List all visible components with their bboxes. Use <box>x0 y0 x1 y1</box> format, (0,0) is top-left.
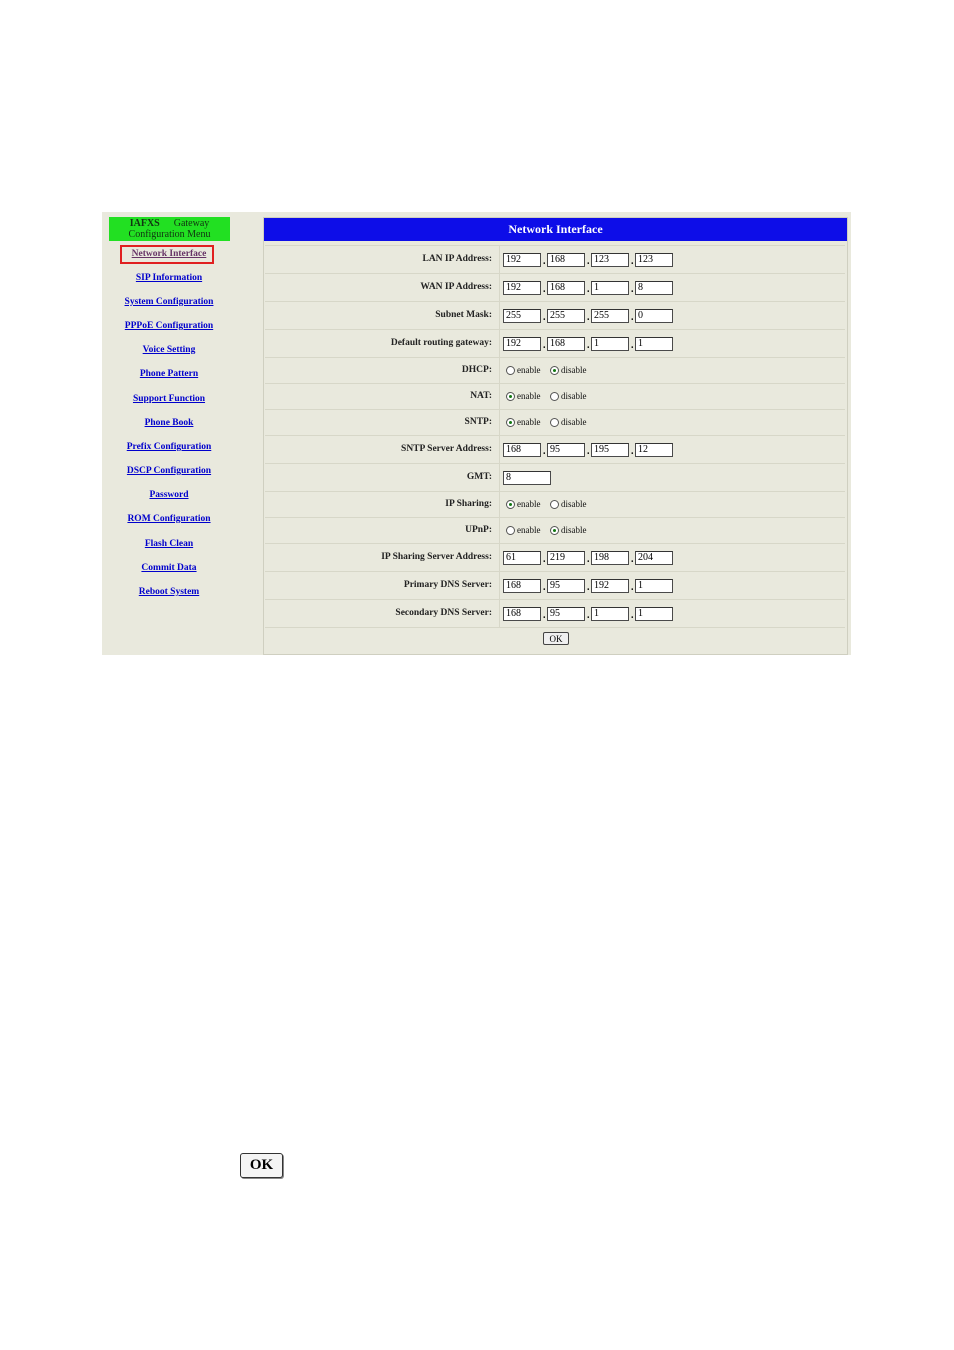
nav-network-interface[interactable]: Network Interface <box>131 249 207 259</box>
nav-voice-setting[interactable]: Voice Setting <box>142 345 196 355</box>
gateway-octet-2[interactable]: 168 <box>547 337 585 351</box>
row-sntp-server <box>265 435 845 463</box>
primary-dns-octet-1[interactable]: 168 <box>503 579 541 593</box>
dot-separator: . <box>631 340 634 351</box>
sntp-disable-radio[interactable] <box>550 418 559 427</box>
row-default-gateway <box>265 329 845 357</box>
row-submit <box>265 627 845 653</box>
ok-button-illustration[interactable]: OK <box>240 1153 283 1178</box>
dot-separator: . <box>587 446 590 457</box>
upnp-disable-label: disable <box>561 525 587 535</box>
sntp-options <box>499 410 587 435</box>
gateway-octet-4[interactable]: 1 <box>635 337 673 351</box>
network-interface-panel <box>263 217 848 655</box>
subnet-octet-4[interactable]: 0 <box>635 309 673 323</box>
wan-ip-octet-1[interactable]: 192 <box>503 281 541 295</box>
sntp-server-octet-4[interactable]: 12 <box>635 443 673 457</box>
dot-separator: . <box>543 610 546 621</box>
dot-separator: . <box>543 340 546 351</box>
primary-dns-octet-4[interactable]: 1 <box>635 579 673 593</box>
gateway-octet-3[interactable]: 1 <box>591 337 629 351</box>
panel-ok-button[interactable]: OK <box>543 632 569 645</box>
row-ip-sharing-server <box>265 543 845 571</box>
ip-sharing-label: IP Sharing: <box>445 499 492 509</box>
nav-dscp-configuration[interactable]: DSCP Configuration <box>126 466 212 476</box>
subnet-octet-1[interactable]: 255 <box>503 309 541 323</box>
secondary-dns-octet-4[interactable]: 1 <box>635 607 673 621</box>
lan-ip-value <box>499 246 653 273</box>
subnet-mask-label: Subnet Mask: <box>435 310 492 320</box>
wan-ip-octet-2[interactable]: 168 <box>547 281 585 295</box>
row-primary-dns <box>265 571 845 599</box>
dot-separator: . <box>587 610 590 621</box>
row-dhcp <box>265 357 845 383</box>
default-gateway-value <box>499 330 643 357</box>
sntp-label: SNTP: <box>464 417 492 427</box>
sntp-server-value <box>499 436 648 463</box>
dot-separator: . <box>587 256 590 267</box>
sntp-disable-label: disable <box>561 417 587 427</box>
nat-options <box>499 384 587 409</box>
row-wan-ip <box>265 273 845 301</box>
dot-separator: . <box>543 446 546 457</box>
gmt-input[interactable]: 8 <box>503 471 551 485</box>
row-sntp <box>265 409 845 435</box>
menu-header-model: IAFXS <box>129 218 160 229</box>
dot-separator: . <box>543 312 546 323</box>
row-lan-ip <box>265 245 845 273</box>
secondary-dns-octet-3[interactable]: 1 <box>591 607 629 621</box>
secondary-dns-label: Secondary DNS Server: <box>395 608 492 618</box>
ip-sharing-server-label: IP Sharing Server Address: <box>381 552 492 562</box>
dot-separator: . <box>631 610 634 621</box>
wan-ip-octet-3[interactable]: 1 <box>591 281 629 295</box>
dot-separator: . <box>631 284 634 295</box>
sntp-server-octet-2[interactable]: 95 <box>547 443 585 457</box>
nat-enable-label: enable <box>517 391 541 401</box>
ip-sharing-server-value <box>499 544 653 571</box>
nav-system-configuration[interactable]: System Configuration <box>124 297 214 307</box>
primary-dns-octet-2[interactable]: 95 <box>547 579 585 593</box>
subnet-mask-value <box>499 302 643 329</box>
wan-ip-octet-4[interactable]: 8 <box>635 281 673 295</box>
lan-ip-octet-4[interactable]: 123 <box>635 253 673 267</box>
gmt-value <box>499 464 511 491</box>
ip-sharing-server-octet-1[interactable]: 61 <box>503 551 541 565</box>
upnp-enable-radio[interactable] <box>506 526 515 535</box>
ip-sharing-server-octet-2[interactable]: 219 <box>547 551 585 565</box>
nav-rom-configuration[interactable]: ROM Configuration <box>127 514 211 524</box>
lan-ip-octet-2[interactable]: 168 <box>547 253 585 267</box>
nav-commit-data[interactable]: Commit Data <box>141 563 197 573</box>
secondary-dns-octet-2[interactable]: 95 <box>547 607 585 621</box>
dot-separator: . <box>543 582 546 593</box>
menu-header <box>109 217 230 241</box>
ip-sharing-enable-label: enable <box>517 499 541 509</box>
screenshot-frame <box>102 212 851 655</box>
sntp-server-octet-1[interactable]: 168 <box>503 443 541 457</box>
nav-prefix-configuration[interactable]: Prefix Configuration <box>126 442 212 452</box>
upnp-disable-radio[interactable] <box>550 526 559 535</box>
lan-ip-label: LAN IP Address: <box>422 254 492 264</box>
primary-dns-value <box>499 572 643 599</box>
sntp-enable-radio[interactable] <box>506 418 515 427</box>
secondary-dns-value <box>499 600 643 627</box>
menu-header-title: Configuration Menu <box>128 229 211 240</box>
nat-enable-radio[interactable] <box>506 392 515 401</box>
nav-reboot-system[interactable]: Reboot System <box>138 587 200 597</box>
gmt-label: GMT: <box>466 472 492 482</box>
dhcp-disable-radio[interactable] <box>550 366 559 375</box>
ip-sharing-enable-radio[interactable] <box>506 500 515 509</box>
subnet-octet-2[interactable]: 255 <box>547 309 585 323</box>
nat-disable-label: disable <box>561 391 587 401</box>
dot-separator: . <box>587 312 590 323</box>
sntp-enable-label: enable <box>517 417 541 427</box>
row-ip-sharing <box>265 491 845 517</box>
default-gateway-label: Default routing gateway: <box>390 338 492 348</box>
row-subnet-mask <box>265 301 845 329</box>
dot-separator: . <box>587 284 590 295</box>
primary-dns-octet-3[interactable]: 192 <box>591 579 629 593</box>
wan-ip-value <box>499 274 643 301</box>
subnet-octet-3[interactable]: 255 <box>591 309 629 323</box>
upnp-enable-label: enable <box>517 525 541 535</box>
nav-support-function[interactable]: Support Function <box>132 394 206 404</box>
nav-password[interactable]: Password <box>149 490 189 500</box>
ip-sharing-server-octet-4[interactable]: 204 <box>635 551 673 565</box>
lan-ip-octet-1[interactable]: 192 <box>503 253 541 267</box>
nav-phone-book[interactable]: Phone Book <box>144 418 194 428</box>
row-nat <box>265 383 845 409</box>
dhcp-disable-label: disable <box>561 365 587 375</box>
nav-phone-pattern[interactable]: Phone Pattern <box>139 369 199 379</box>
nav-sip-information[interactable]: SIP Information <box>135 273 203 283</box>
gateway-octet-1[interactable]: 192 <box>503 337 541 351</box>
nav-pppoe-configuration[interactable]: PPPoE Configuration <box>124 321 214 331</box>
secondary-dns-octet-1[interactable]: 168 <box>503 607 541 621</box>
dot-separator: . <box>543 554 546 565</box>
dot-separator: . <box>631 554 634 565</box>
ip-sharing-server-octet-3[interactable]: 198 <box>591 551 629 565</box>
row-gmt <box>265 463 845 491</box>
sntp-server-label: SNTP Server Address: <box>401 444 492 454</box>
row-upnp <box>265 517 845 543</box>
ip-sharing-disable-radio[interactable] <box>550 500 559 509</box>
ip-sharing-options <box>499 492 587 517</box>
dot-separator: . <box>587 582 590 593</box>
dot-separator: . <box>543 284 546 295</box>
menu-header-gateway: Gateway <box>173 218 210 229</box>
dot-separator: . <box>631 446 634 457</box>
dot-separator: . <box>543 256 546 267</box>
upnp-label: UPnP: <box>465 525 492 535</box>
lan-ip-octet-3[interactable]: 123 <box>591 253 629 267</box>
sntp-server-octet-3[interactable]: 195 <box>591 443 629 457</box>
primary-dns-label: Primary DNS Server: <box>403 580 492 590</box>
dot-separator: . <box>631 312 634 323</box>
dhcp-options <box>499 358 587 383</box>
panel-title: Network Interface <box>264 218 847 241</box>
dhcp-enable-radio[interactable] <box>506 366 515 375</box>
upnp-options <box>499 518 587 543</box>
dot-separator: . <box>631 256 634 267</box>
wan-ip-label: WAN IP Address: <box>420 282 492 292</box>
row-secondary-dns <box>265 599 845 627</box>
dot-separator: . <box>631 582 634 593</box>
ip-sharing-disable-label: disable <box>561 499 587 509</box>
dhcp-enable-label: enable <box>517 365 541 375</box>
nat-label: NAT: <box>470 391 492 401</box>
nav-flash-clean[interactable]: Flash Clean <box>144 539 194 549</box>
nat-disable-radio[interactable] <box>550 392 559 401</box>
dhcp-label: DHCP: <box>461 365 492 375</box>
dot-separator: . <box>587 554 590 565</box>
dot-separator: . <box>587 340 590 351</box>
